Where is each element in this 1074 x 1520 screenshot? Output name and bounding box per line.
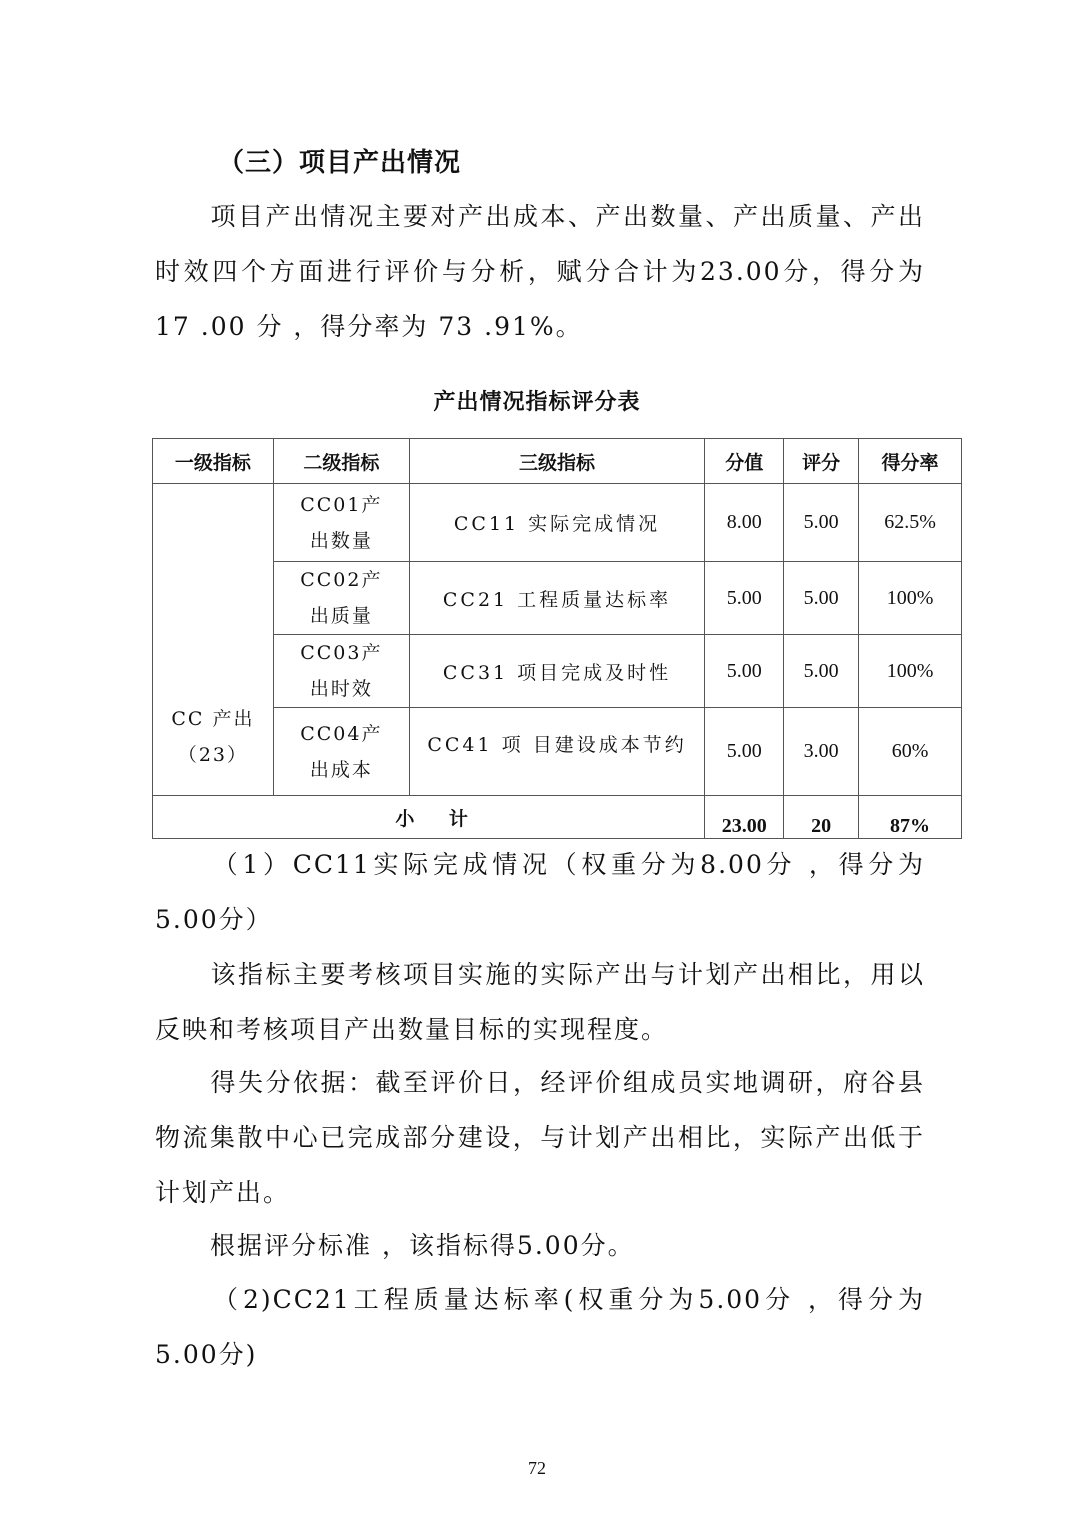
paragraph-cc11-desc: 该指标主要考核项目实施的实际产出与计划产出相比，用以反映和考核项目产出数量目标的实现程度。 <box>155 960 925 1044</box>
rate-cell: 60% <box>859 708 962 796</box>
rate-cell: 100% <box>859 562 962 635</box>
level3-cell: CC41 项 目建设成本节约 <box>409 708 704 796</box>
score-cell: 3.00 <box>784 708 859 796</box>
subtotal-score: 20 <box>784 796 859 839</box>
section-heading: （三）项目产出情况 <box>218 148 462 178</box>
weight-cell: 8.00 <box>705 484 784 562</box>
level3-cell: CC11 实际完成情况 <box>409 484 704 562</box>
level1-cell: CC 产出（23） <box>153 484 274 796</box>
table-row <box>153 708 962 796</box>
level2-cell: CC04产出成本 <box>273 708 409 796</box>
weight-cell: 5.00 <box>705 708 784 796</box>
paragraph-cc11-basis: 得失分依据：截至评价日，经评价组成员实地调研，府谷县物流集散中心已完成部分建设，与计划产出相比，实际产出低于计划产出。 <box>155 1068 925 1207</box>
intro-paragraph: 项目产出情况主要对产出成本、产出数量、产出质量、产出时效四个方面进行评价与分析，赋分合计为23.00分，得分为 17 .00 分 ，得分率为 73 .91%。 <box>155 202 925 341</box>
table-caption: 产出情况指标评分表 <box>433 390 641 415</box>
paragraph-cc21-title: （2)CC21工程质量达标率(权重分为5.00分 ，得分为5.00分) <box>155 1285 925 1369</box>
table-row <box>153 484 962 562</box>
level2-cell: CC01产出数量 <box>273 484 409 562</box>
score-cell: 5.00 <box>784 484 859 562</box>
level2-cell: CC03产出时效 <box>273 635 409 708</box>
rate-cell: 100% <box>859 635 962 708</box>
level3-cell: CC21 工程质量达标率 <box>409 562 704 635</box>
header-rate: 得分率 <box>859 439 962 484</box>
paragraph-cc11-result: 根据评分标准 ，该指标得5.00分。 <box>210 1231 635 1260</box>
header-level2: 二级指标 <box>273 439 409 484</box>
subtotal-row <box>153 796 962 839</box>
score-table <box>152 438 962 839</box>
score-cell: 5.00 <box>784 635 859 708</box>
table-row <box>153 562 962 635</box>
header-weight: 分值 <box>705 439 784 484</box>
header-score: 评分 <box>784 439 859 484</box>
header-level3: 三级指标 <box>409 439 704 484</box>
level3-cell: CC31 项目完成及时性 <box>409 635 704 708</box>
level2-cell: CC02产出质量 <box>273 562 409 635</box>
paragraph-cc11-title: （1）CC11实际完成情况（权重分为8.00分 ，得分为5.00分） <box>155 850 925 934</box>
table-row <box>153 635 962 708</box>
header-level1: 一级指标 <box>153 439 274 484</box>
subtotal-rate: 87% <box>859 796 962 839</box>
subtotal-weight: 23.00 <box>705 796 784 839</box>
page-number: 72 <box>528 1458 546 1478</box>
weight-cell: 5.00 <box>705 562 784 635</box>
subtotal-label: 小 计 <box>153 796 705 839</box>
table-header-row <box>153 439 962 484</box>
rate-cell: 62.5% <box>859 484 962 562</box>
weight-cell: 5.00 <box>705 635 784 708</box>
score-cell: 5.00 <box>784 562 859 635</box>
